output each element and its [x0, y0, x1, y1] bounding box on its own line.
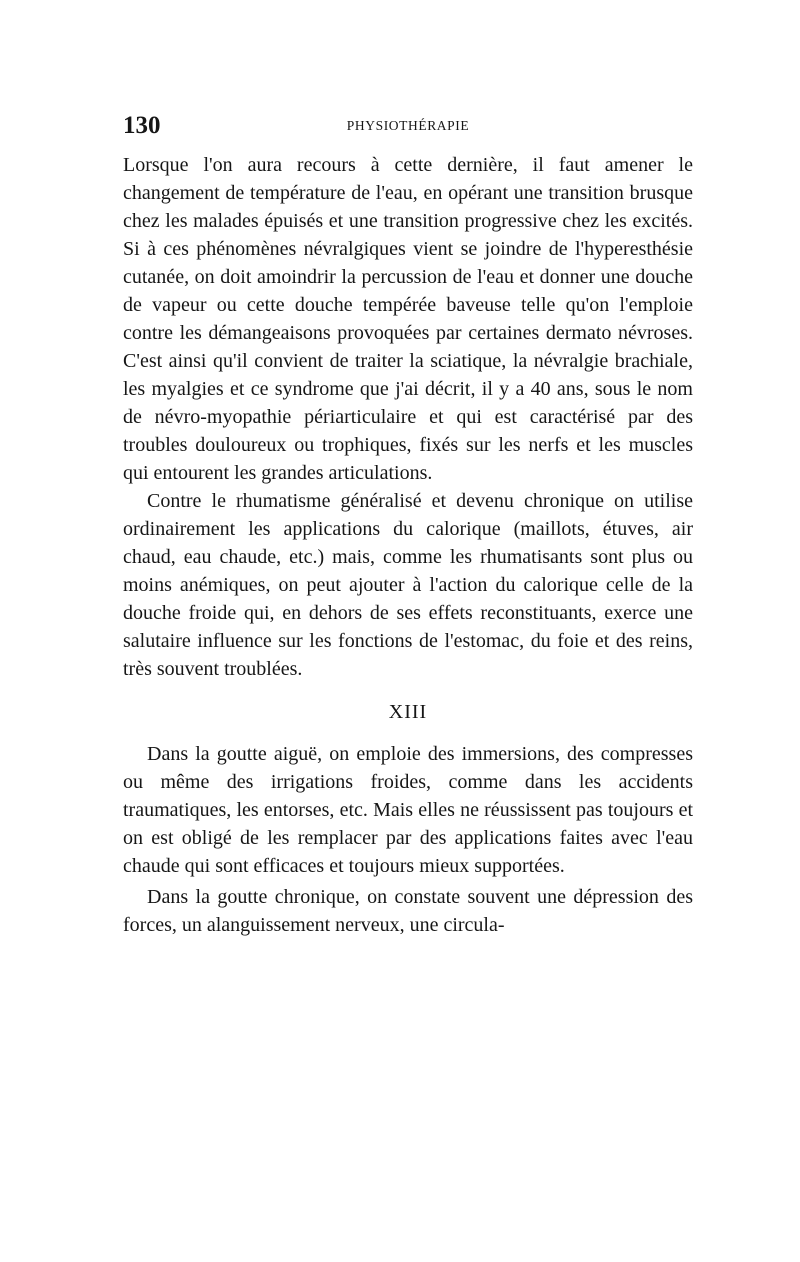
running-title: PHYSIOTHÉRAPIE [346, 118, 470, 133]
body-text [123, 151, 693, 939]
page-number: 130 [123, 112, 161, 139]
paragraph-hydrotherapy-neuralgia: Lorsque l'on aura recours à cette dernière, il faut amener le changement de température de l'eau, en opérant une transition brusque chez les malades épuisés et une transition progressive chez les excités. Si à ces phénomènes névralgiques vient se joindre de l'hyperesthésie cutanée, on doit amoindrir la percussion de l'eau et donner une douche de vapeur ou cette douche tempérée baveuse telle qu'on l'emploie contre les démangeaisons provoquées par certaines dermato névroses. C'est ainsi qu'il convient de traiter la sciatique, la névralgie brachiale, les myalgies et ce syndrome que j'ai décrit, il y a 40 ans, sous le nom de névro-myopathie périarticulaire et qui est caractérisé par des troubles douloureux ou trophiques, fixés sur les nerfs et les muscles qui entourent les grandes articulations. [123, 154, 693, 484]
running-head [123, 111, 693, 141]
section-heading: XIII [388, 701, 428, 723]
paragraph-chronic-gout: Dans la goutte chronique, on constate souvent une dépression des forces, un alanguissement nerveux, une circula- [123, 886, 693, 936]
paragraph-acute-gout: Dans la goutte aiguë, on emploie des immersions, des compresses ou même des irrigations froides, comme dans les accidents traumatiques, les entorses, etc. Mais elles ne réussissent pas toujours et on est obligé de les remplacer par des applications faites avec l'eau chaude qui sont efficaces et toujours mieux supportées. [123, 743, 693, 877]
paragraph-chronic-rheumatism: Contre le rhumatisme généralisé et devenu chronique on utilise ordinairement les applications du calorique (maillots, étuves, air chaud, eau chaude, etc.) mais, comme les rhumatisants sont plus ou moins anémiques, on peut ajouter à l'action du calorique celle de la douche froide qui, en dehors de ses effets reconstituants, exerce une salutaire influence sur les fonctions de l'estomac, du foie et des reins, très souvent troublées. [123, 490, 693, 680]
